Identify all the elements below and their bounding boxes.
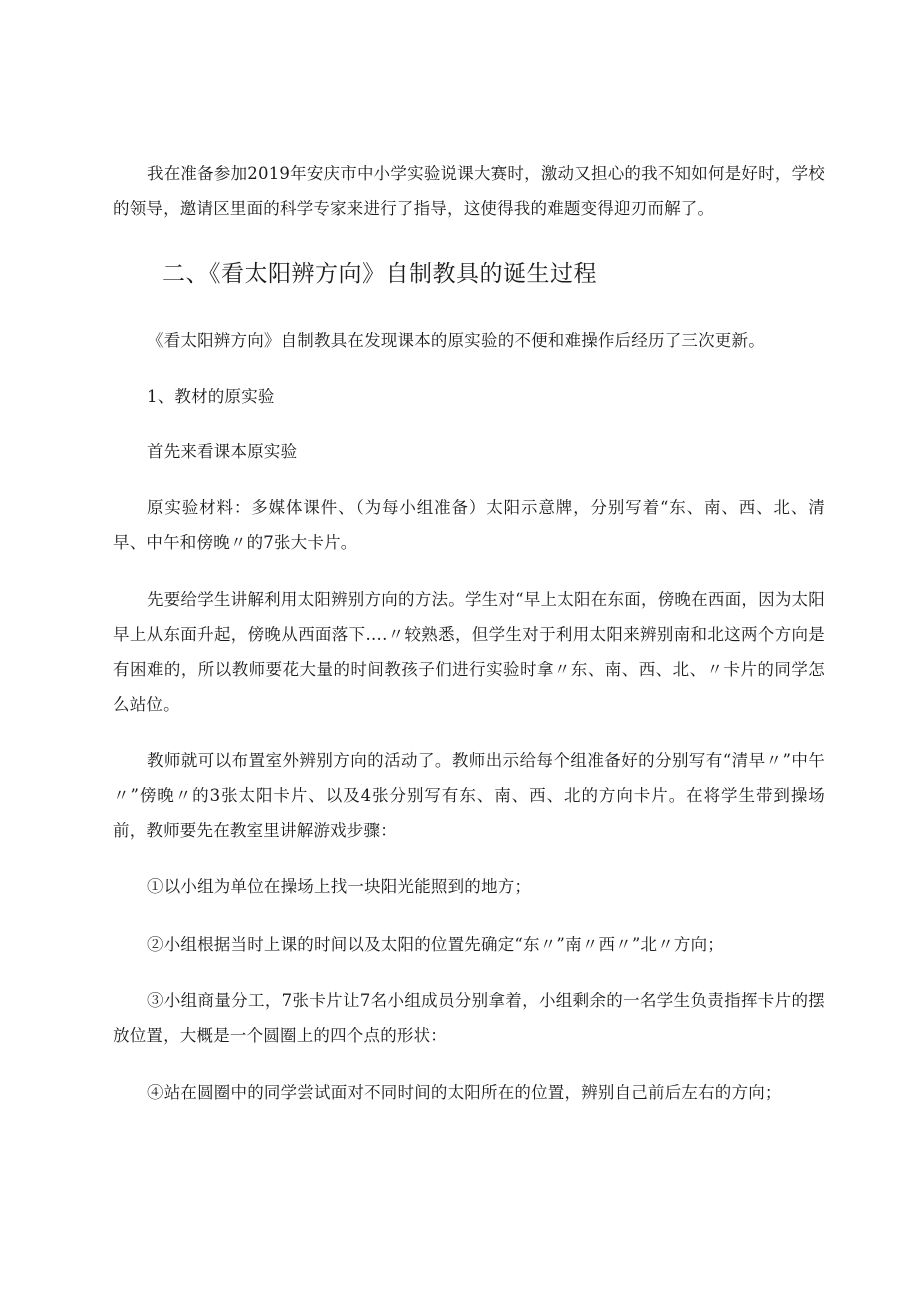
- summary-paragraph: 《看太阳辨方向》自制教具在发现课本的原实验的不便和难操作后经历了三次更新。: [147, 331, 765, 350]
- step-1: ①以小组为单位在操场上找一块阳光能照到的地方；: [147, 877, 532, 896]
- method-paragraph: 先要给学生讲解利用太阳辨别方向的方法。学生对“早上太阳在东面，傍晚在西面，因为太阳早上从东面升起，傍晚从西面落下….〃较熟悉，但学生对于利用太阳来辨别南和北这两个方向是有困难的，所以教师要花大量的时间教孩子们进行实验时拿〃东、南、西、北、〃卡片的同学怎么站位。: [113, 590, 825, 714]
- first-paragraph: 首先来看课本原实验: [147, 442, 298, 461]
- section-heading: 二、《看太阳辨方向》自制教具的诞生过程: [162, 261, 597, 287]
- intro-paragraph: 我在准备参加2019年安庆市中小学实验说课大赛时，激动又担心的我不知如何是好时，学校的领导，邀请区里面的科学专家来进行了指导，这使得我的难题变得迎刃而解了。: [113, 164, 825, 218]
- subheading-original-experiment: 1、教材的原实验: [147, 387, 275, 406]
- step-2: ②小组根据当时上课的时间以及太阳的位置先确定“东〃”南〃西〃”北〃方向；: [147, 935, 725, 954]
- step-3: ③小组商量分工，7张卡片让7名小组成员分别拿着，小组剩余的一名学生负责指挥卡片的摆放位置，大概是一个圆圈上的四个点的形状：: [113, 991, 825, 1045]
- materials-paragraph: 原实验材料：多媒体课件、（为每小组准备）太阳示意牌，分别写着“东、南、西、北、清早、中午和傍晚〃的7张大卡片。: [113, 498, 825, 552]
- activity-paragraph: 教师就可以布置室外辨别方向的活动了。教师出示给每个组准备好的分别写有“清早〃”中午〃”傍晚〃的3张太阳卡片、以及4张分别写有东、南、西、北的方向卡片。在将学生带到操场前，教师要先在教室里讲解游戏步骤：: [113, 751, 825, 840]
- step-4: ④站在圆圈中的同学尝试面对不同时间的太阳所在的位置，辨别自己前后左右的方向；: [147, 1083, 782, 1102]
